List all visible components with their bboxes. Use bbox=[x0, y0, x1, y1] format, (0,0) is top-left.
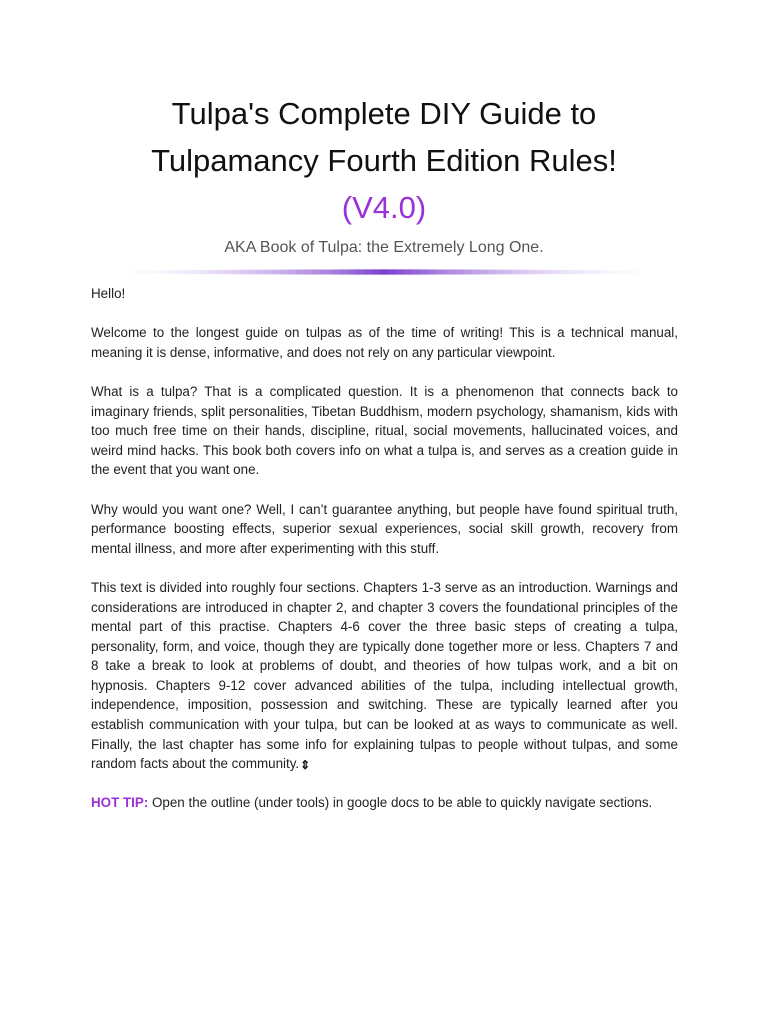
hot-tip bbox=[91, 793, 678, 813]
document-subtitle: AKA Book of Tulpa: the Extremely Long One. bbox=[224, 239, 544, 256]
paragraph-sections-overview bbox=[91, 578, 678, 774]
paragraph-what-is-tulpa: What is a tulpa? That is a complicated question. It is a phenomenon that connects back to imaginary friends, split personalities, Tibetan Buddhism, modern psychology, shamanism, kids with too much free time on their hands, discipline, ritual, social movements, hallucinated voices, and weird mind hacks. This book both covers info on what a tulpa is, and serves as a creation guide in the event that you want one. bbox=[91, 383, 678, 478]
paragraph-welcome: Welcome to the longest guide on tulpas as of the time of writing! This is a technical manual, meaning it is dense, informative, and does not rely on any particular viewpoint. bbox=[91, 325, 678, 360]
document-version: (V4.0) bbox=[341, 190, 427, 225]
document-body bbox=[91, 284, 678, 833]
hot-tip-label: HOT TIP: bbox=[91, 795, 149, 811]
document-title-line-1: Tulpa's Complete DIY Guide to bbox=[171, 96, 597, 131]
paragraph-sections-text: This text is divided into roughly four sections. Chapters 1-3 serve as an introduction. Warnings and considerations are introduced in chapter 2, and chapter 3 covers the foundational principles of the mental part of this practise. Chapters 4-6 cover the three basic steps of creating a tulpa, personality, form, and voice, though they are typically done together more or less. Chapters 7 and 8 take a break to look at problems of doubt, and theories of how tulpas work, and a bit on hypnosis. Chapters 9-12 cover advanced abilities of the tulpa, including intellectual growth, independence, imposition, possession and switching. These are typically learned after you establish communication with your tulpa, but can be looked at as ways to communicate as well. Finally, the last chapter has some info for explaining tulpas to people without tulpas, and some random facts about the community. bbox=[91, 579, 678, 772]
document-title-line-2: Tulpamancy Fourth Edition Rules! bbox=[151, 143, 617, 178]
paragraph-greeting: Hello! bbox=[91, 286, 126, 301]
text-cursor-icon: ⇕ bbox=[300, 757, 311, 772]
paragraph-why-want-one: Why would you want one? Well, I can’t guarantee anything, but people have found spiritual truth, performance boosting effects, superior sexual experiences, social skill growth, recovery from mental illness, and more after experimenting with this stuff. bbox=[91, 501, 678, 556]
hot-tip-text: Open the outline (under tools) in google docs to be able to quickly navigate sections. bbox=[148, 795, 653, 811]
title-divider bbox=[90, 269, 680, 275]
